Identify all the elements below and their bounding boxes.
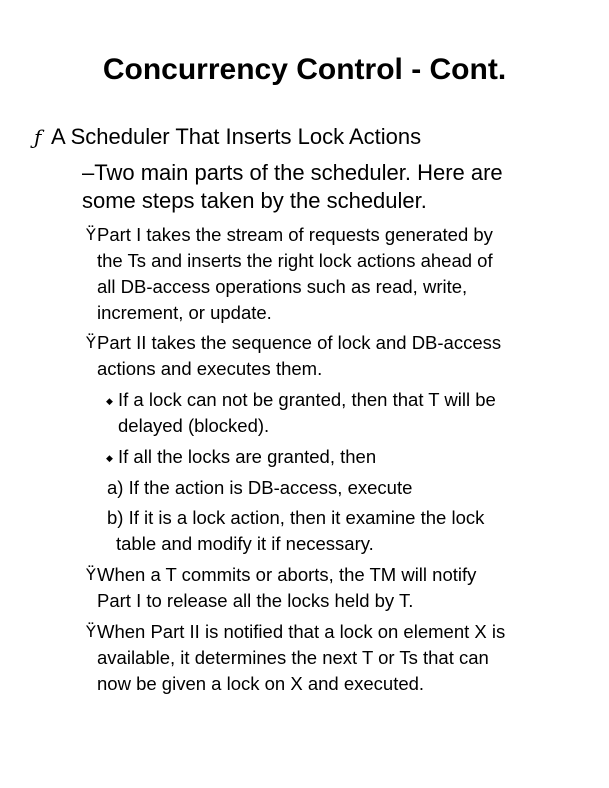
bullet-text-line: now be given a lock on X and executed. (97, 673, 425, 694)
bullet-text-line: increment, or update. (97, 302, 272, 323)
bullet-marker: Ÿ (86, 333, 96, 352)
bullet-part-two (86, 330, 501, 382)
bullet-marker: ƒ (34, 125, 42, 149)
bullet-text-line: available, it determines the next T or Ts that can (97, 647, 489, 668)
page-title: Concurrency Control - Cont. (102, 53, 507, 86)
bullet-text-line: Part I takes the stream of requests generated by (97, 224, 493, 245)
bullet-text-line: delayed (blocked). (118, 415, 270, 436)
bullet-marker: Ÿ (86, 565, 96, 584)
bullet-notified (86, 619, 505, 697)
bullet-text-line: actions and executes them. (97, 358, 323, 379)
bullet-marker: Ÿ (86, 225, 96, 244)
bullet-commit (86, 562, 476, 614)
sub-bullet-granted (106, 444, 376, 470)
bullet-text-line: When a T commits or aborts, the TM will notify (97, 564, 477, 585)
bullet-text-line: all DB-access operations such as read, write, (97, 276, 468, 297)
diamond-bullet-icon: ◆ (106, 396, 113, 406)
bullet-text-line: table and modify it if necessary. (116, 533, 374, 554)
bullet-text-line: Part II takes the sequence of lock and DB-access (97, 332, 502, 353)
item-b (107, 505, 484, 557)
bullet-text: A Scheduler That Inserts Lock Actions (51, 124, 422, 149)
bullet-text-line: If all the locks are granted, then (118, 446, 377, 467)
bullet-text-line: If a lock can not be granted, then that T will be (118, 389, 496, 410)
bullet-text-line: some steps taken by the scheduler. (82, 188, 427, 213)
bullet-marker: Ÿ (86, 622, 96, 641)
bullet-level2 (82, 159, 503, 215)
diamond-bullet-icon: ◆ (106, 453, 113, 463)
bullet-text-line: –Two main parts of the scheduler. Here are (82, 160, 503, 185)
bullet-text-line: Part I to release all the locks held by T. (97, 590, 414, 611)
item-a: a) If the action is DB-access, execute (107, 477, 413, 498)
bullet-part-one (86, 222, 493, 326)
sub-bullet-blocked (106, 387, 496, 439)
bullet-text-line: b) If it is a lock action, then it examine the lock (107, 507, 485, 528)
bullet-text-line: the Ts and inserts the right lock actions ahead of (97, 250, 493, 271)
bullet-text-line: When Part II is notified that a lock on element X is (97, 621, 506, 642)
